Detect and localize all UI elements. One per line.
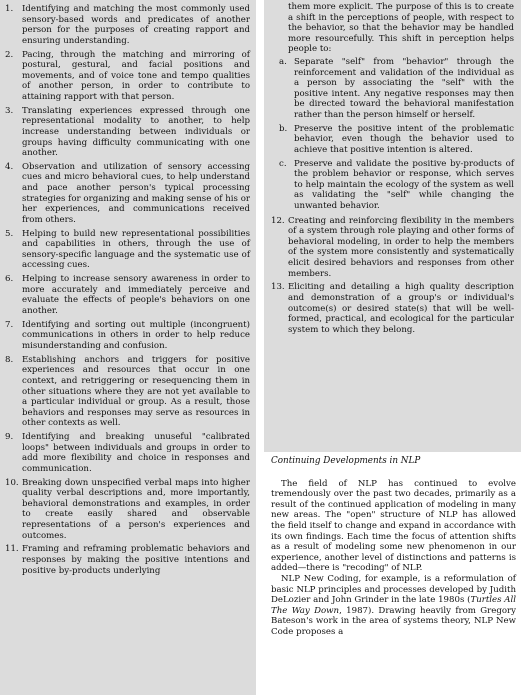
- body-paragraph: NLP New Coding, for example, is a reformulation of basic NLP principles and processes developed by Judith DeLozier and John Grinder in the late 1980s (Turtles All The Way Down, 1987). Drawing heavily from Gregory Bateson's work in the area of systems theory, NLP New Code proposes a: [271, 573, 516, 637]
- continuing-developments-section: [271, 456, 516, 638]
- sub-list-item: b. Preserve the positive intent of the problematic behavior, even though the behavior used to achieve that positive intention is altered.: [279, 123, 514, 155]
- sub-list-item: c. Preserve and validate the positive by-products of the problem behavior or response, which serves to help maintain the ecology of the system as well as validating the "self" while changing the unwanted behavior.: [279, 158, 514, 212]
- right-numbered-list: [271, 216, 514, 336]
- list-item: 6. Helping to increase sensory awareness in order to more accurately and immediately perceive and evaluate the effects of people's behaviors on one another.: [5, 274, 250, 316]
- body-paragraph: The field of NLP has continued to evolve tremendously over the past two decades, primarily as a result of the continued application of modeling in many new areas. The "open" structure of NLP has allowed the field itself to change and expand in accordance with its own findings. Each time the focus of attention shifts as a result of modeling some new phenomenon in our experience, another level of distinctions and patterns is added—there is "recoding" of NLP.: [271, 478, 516, 574]
- list-item: 5. Helping to build new representational possibilities and capabilities in others, through the use of sensory-specific language and the systematic use of accessing cues.: [5, 228, 250, 271]
- left-numbered-list: [5, 4, 250, 576]
- list-item: 8. Establishing anchors and triggers for positive experiences and resources that occur in one context, and retriggering or resequencing them in other situations where they are not yet available to a particular individual or group. As a result, those behaviors and responses may serve as resources in other contexts as well.: [5, 354, 250, 429]
- sub-list: [271, 57, 514, 212]
- right-column-box: [264, 0, 521, 452]
- list-item: 2. Pacing, through the matching and mirroring of postural, gestural, and facial positions and movements, and of voice tone and tempo qualities of another person, in order to contribute to attaining rapport with that person.: [5, 49, 250, 102]
- list-item: 9. Identifying and breaking unuseful "calibrated loops" between individuals and groups in order to add more flexibility and choice in responses and communication.: [5, 432, 250, 474]
- list-item: 10. Breaking down unspecified verbal maps into higher quality verbal descriptions and, more importantly, behavioral demonstrations and examples, in order to create easily shared and observable representations of a person's experiences and outcomes.: [5, 477, 250, 541]
- list-item: 4. Observation and utilization of sensory accessing cues and micro behavioral cues, to help understand and pace another person's typical processing strategies for organizing and making sense of his or her experiences, and communications received from others.: [5, 161, 250, 225]
- list-item: 12. Creating and reinforcing flexibility in the members of a system through role playing and other forms of behavioral modeling, in order to help the members of the system more consistently and systematically elicit desired behaviors and responses from other members.: [271, 215, 514, 279]
- list-item: 7. Identifying and sorting out multiple (incongruent) communications in others in order to help reduce misunderstanding and confusion.: [5, 319, 250, 351]
- list-item: 1. Identifying and matching the most commonly used sensory-based words and predicates of another person for the purposes of creating rapport and ensuring understanding.: [5, 4, 250, 46]
- list-item: 3. Translating experiences expressed through one representational modality to another, to help increase understanding between individuals or groups having difficulty communicating with one another.: [5, 105, 250, 159]
- citation-title: Turtles All The Way Down: [271, 595, 516, 616]
- list-item: 13. Eliciting and detailing a high quality description and demonstration of a group's or individual's outcome(s) or desired state(s) that will be well-formed, practical, and ecological for the particular system to which they belong.: [271, 282, 514, 335]
- list-item: 11. Framing and reframing problematic behaviors and responses by making the positive intentions and positive by-products underlying: [5, 544, 250, 576]
- section-heading: Continuing Developments in NLP: [271, 456, 421, 466]
- left-column: [0, 0, 256, 695]
- sub-list-item: a. Separate "self" from "behavior" through the reinforcement and validation of the individual as a person by associating the "self" with the positive intent. Any negative responses may then be directed toward the behavioral manifestation rather than the person himself or herself.: [279, 56, 514, 120]
- item-11-continuation: them more explicit. The purpose of this is to create a shift in the perceptions of people, with respect to the behavior, so that the behavior may be handled more resourcefully. This shift in perception helps people to:: [288, 2, 514, 55]
